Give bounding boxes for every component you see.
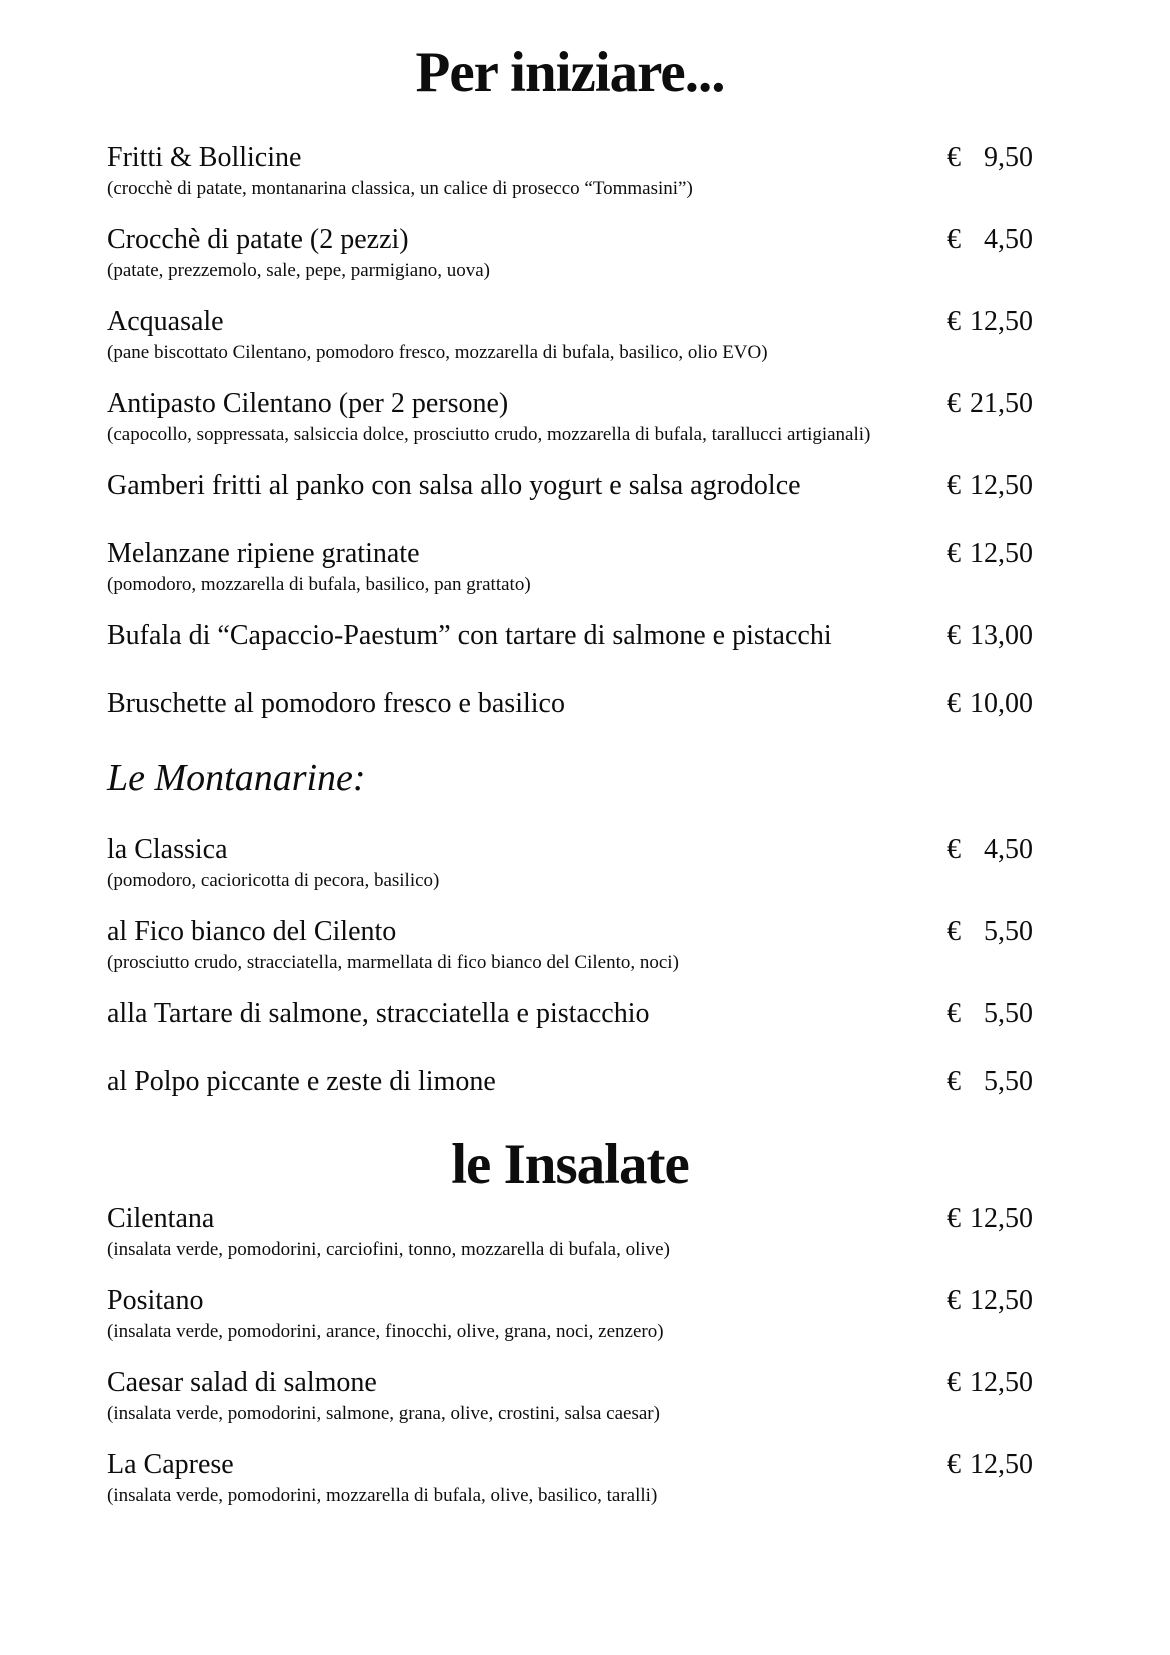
menu-item-price: [947, 914, 1033, 950]
menu-item-name: La Caprese: [107, 1449, 234, 1481]
menu-item-price: [947, 1283, 1033, 1319]
currency-symbol: €: [947, 141, 961, 173]
currency-symbol: €: [947, 833, 961, 865]
menu-item-name: Cilentana: [107, 1203, 215, 1235]
menu-item: [107, 996, 1033, 1032]
menu-item-name: Acquasale: [107, 305, 224, 337]
menu-item-description: (pane biscottato Cilentano, pomodoro fresco, mozzarella di bufala, basilico, olio EVO): [107, 341, 768, 363]
menu-item-price: [947, 304, 1033, 340]
section-title-le-insalate: le Insalate: [451, 1132, 689, 1196]
price-amount: 5,50: [984, 1065, 1033, 1097]
menu-section-per-iniziare: [107, 40, 1033, 722]
menu-item-row: [107, 832, 1033, 868]
menu-item: [107, 832, 1033, 894]
currency-symbol: €: [947, 1285, 961, 1317]
price-amount: 4,50: [984, 833, 1033, 865]
price-amount: 10,00: [970, 687, 1033, 719]
menu-item-row: [107, 536, 1033, 572]
menu-item-price: [947, 832, 1033, 868]
price-amount: 12,50: [970, 1203, 1033, 1235]
price-amount: 13,00: [970, 619, 1033, 651]
menu-item-description: (insalata verde, pomodorini, carciofini, tonno, mozzarella di bufala, olive): [107, 1239, 670, 1261]
menu-item-name: Caesar salad di salmone: [107, 1367, 377, 1399]
menu-item: [107, 686, 1033, 722]
menu-item: [107, 222, 1033, 284]
currency-symbol: €: [947, 387, 961, 419]
menu-section-le-insalate: [107, 1132, 1033, 1510]
menu-item-row: [107, 1283, 1033, 1319]
menu-item-price: [947, 140, 1033, 176]
menu-item-name: la Classica: [107, 833, 228, 865]
price-amount: 12,50: [970, 1285, 1033, 1317]
menu-item: [107, 386, 1033, 448]
menu-item-description: (insalata verde, pomodorini, arance, finocchi, olive, grana, noci, zenzero): [107, 1321, 664, 1343]
currency-symbol: €: [947, 687, 961, 719]
menu-item-price: [947, 468, 1033, 504]
menu-item-row: [107, 468, 1033, 504]
currency-symbol: €: [947, 1065, 961, 1097]
price-amount: 12,50: [970, 305, 1033, 337]
menu-item-name: Bufala di “Capaccio-Paestum” con tartare di salmone e pistacchi: [107, 619, 832, 651]
menu-item-row: [107, 686, 1033, 722]
menu-item-row: [107, 1365, 1033, 1401]
menu-sections: [107, 40, 1033, 1509]
menu-item-row: [107, 618, 1033, 654]
menu-item-row: [107, 1447, 1033, 1483]
currency-symbol: €: [947, 1367, 961, 1399]
currency-symbol: €: [947, 1203, 961, 1235]
menu-item-name: Gamberi fritti al panko con salsa allo yogurt e salsa agrodolce: [107, 469, 801, 501]
menu-item-row: [107, 1201, 1033, 1237]
menu-item-row: [107, 996, 1033, 1032]
menu-item: [107, 914, 1033, 976]
menu-item-row: [107, 222, 1033, 258]
menu-item-description: (insalata verde, pomodorini, mozzarella di bufala, olive, basilico, taralli): [107, 1485, 658, 1507]
menu-item-name: Bruschette al pomodoro fresco e basilico: [107, 687, 565, 719]
section-title-le-montanarine: Le Montanarine:: [107, 756, 366, 799]
menu-item: [107, 468, 1033, 504]
menu-item-name: Melanzane ripiene gratinate: [107, 537, 420, 569]
menu-item: [107, 1447, 1033, 1509]
menu-item: [107, 1064, 1033, 1100]
menu-item-name: Fritti & Bollicine: [107, 141, 302, 173]
menu-item-name: Crocchè di patate (2 pezzi): [107, 223, 409, 255]
menu-item-name: alla Tartare di salmone, stracciatella e pistacchio: [107, 997, 650, 1029]
menu-item-price: [947, 618, 1033, 654]
menu-item: [107, 1365, 1033, 1427]
price-amount: 12,50: [970, 1367, 1033, 1399]
menu-item-description: (pomodoro, cacioricotta di pecora, basilico): [107, 869, 440, 891]
currency-symbol: €: [947, 223, 961, 255]
menu-item-description: (insalata verde, pomodorini, salmone, grana, olive, crostini, salsa caesar): [107, 1403, 660, 1425]
menu-item-description: (capocollo, soppressata, salsiccia dolce, prosciutto crudo, mozzarella di bufala, tarallucci artigianali): [107, 423, 871, 445]
menu-item: [107, 1283, 1033, 1345]
menu-item-description: (crocchè di patate, montanarina classica, un calice di prosecco “Tommasini”): [107, 177, 693, 199]
menu-item-price: [947, 1064, 1033, 1100]
menu-item: [107, 140, 1033, 202]
price-amount: 5,50: [984, 915, 1033, 947]
section-title-per-iniziare: Per iniziare...: [415, 41, 725, 104]
menu-item-row: [107, 304, 1033, 340]
menu-item-row: [107, 914, 1033, 950]
price-amount: 5,50: [984, 997, 1033, 1029]
currency-symbol: €: [947, 619, 961, 651]
menu-item-price: [947, 996, 1033, 1032]
menu-item-row: [107, 140, 1033, 176]
currency-symbol: €: [947, 915, 961, 947]
menu-item-name: al Polpo piccante e zeste di limone: [107, 1065, 496, 1097]
menu-item: [107, 304, 1033, 366]
menu-item: [107, 1201, 1033, 1263]
price-amount: 12,50: [970, 469, 1033, 501]
menu-section-le-montanarine: [107, 754, 1033, 1100]
menu-item-row: [107, 386, 1033, 422]
menu-item: [107, 618, 1033, 654]
menu-item-description: (patate, prezzemolo, sale, pepe, parmigiano, uova): [107, 259, 490, 281]
price-amount: 9,50: [984, 141, 1033, 173]
menu-item-name: al Fico bianco del Cilento: [107, 915, 397, 947]
currency-symbol: €: [947, 469, 961, 501]
menu-item-price: [947, 1201, 1033, 1237]
currency-symbol: €: [947, 537, 961, 569]
menu-item-price: [947, 686, 1033, 722]
price-amount: 4,50: [984, 223, 1033, 255]
currency-symbol: €: [947, 997, 961, 1029]
menu-item-price: [947, 536, 1033, 572]
currency-symbol: €: [947, 1449, 961, 1481]
menu-item-price: [947, 222, 1033, 258]
menu-item-price: [947, 1365, 1033, 1401]
price-amount: 12,50: [970, 537, 1033, 569]
menu-item-description: (pomodoro, mozzarella di bufala, basilico, pan grattato): [107, 573, 531, 595]
menu-item: [107, 536, 1033, 598]
currency-symbol: €: [947, 305, 961, 337]
menu-item-name: Antipasto Cilentano (per 2 persone): [107, 387, 509, 419]
menu-item-description: (prosciutto crudo, stracciatella, marmellata di fico bianco del Cilento, noci): [107, 951, 679, 973]
menu-item-price: [947, 386, 1033, 422]
price-amount: 21,50: [970, 387, 1033, 419]
price-amount: 12,50: [970, 1449, 1033, 1481]
menu-item-name: Positano: [107, 1285, 204, 1317]
menu-item-row: [107, 1064, 1033, 1100]
menu-item-price: [947, 1447, 1033, 1483]
